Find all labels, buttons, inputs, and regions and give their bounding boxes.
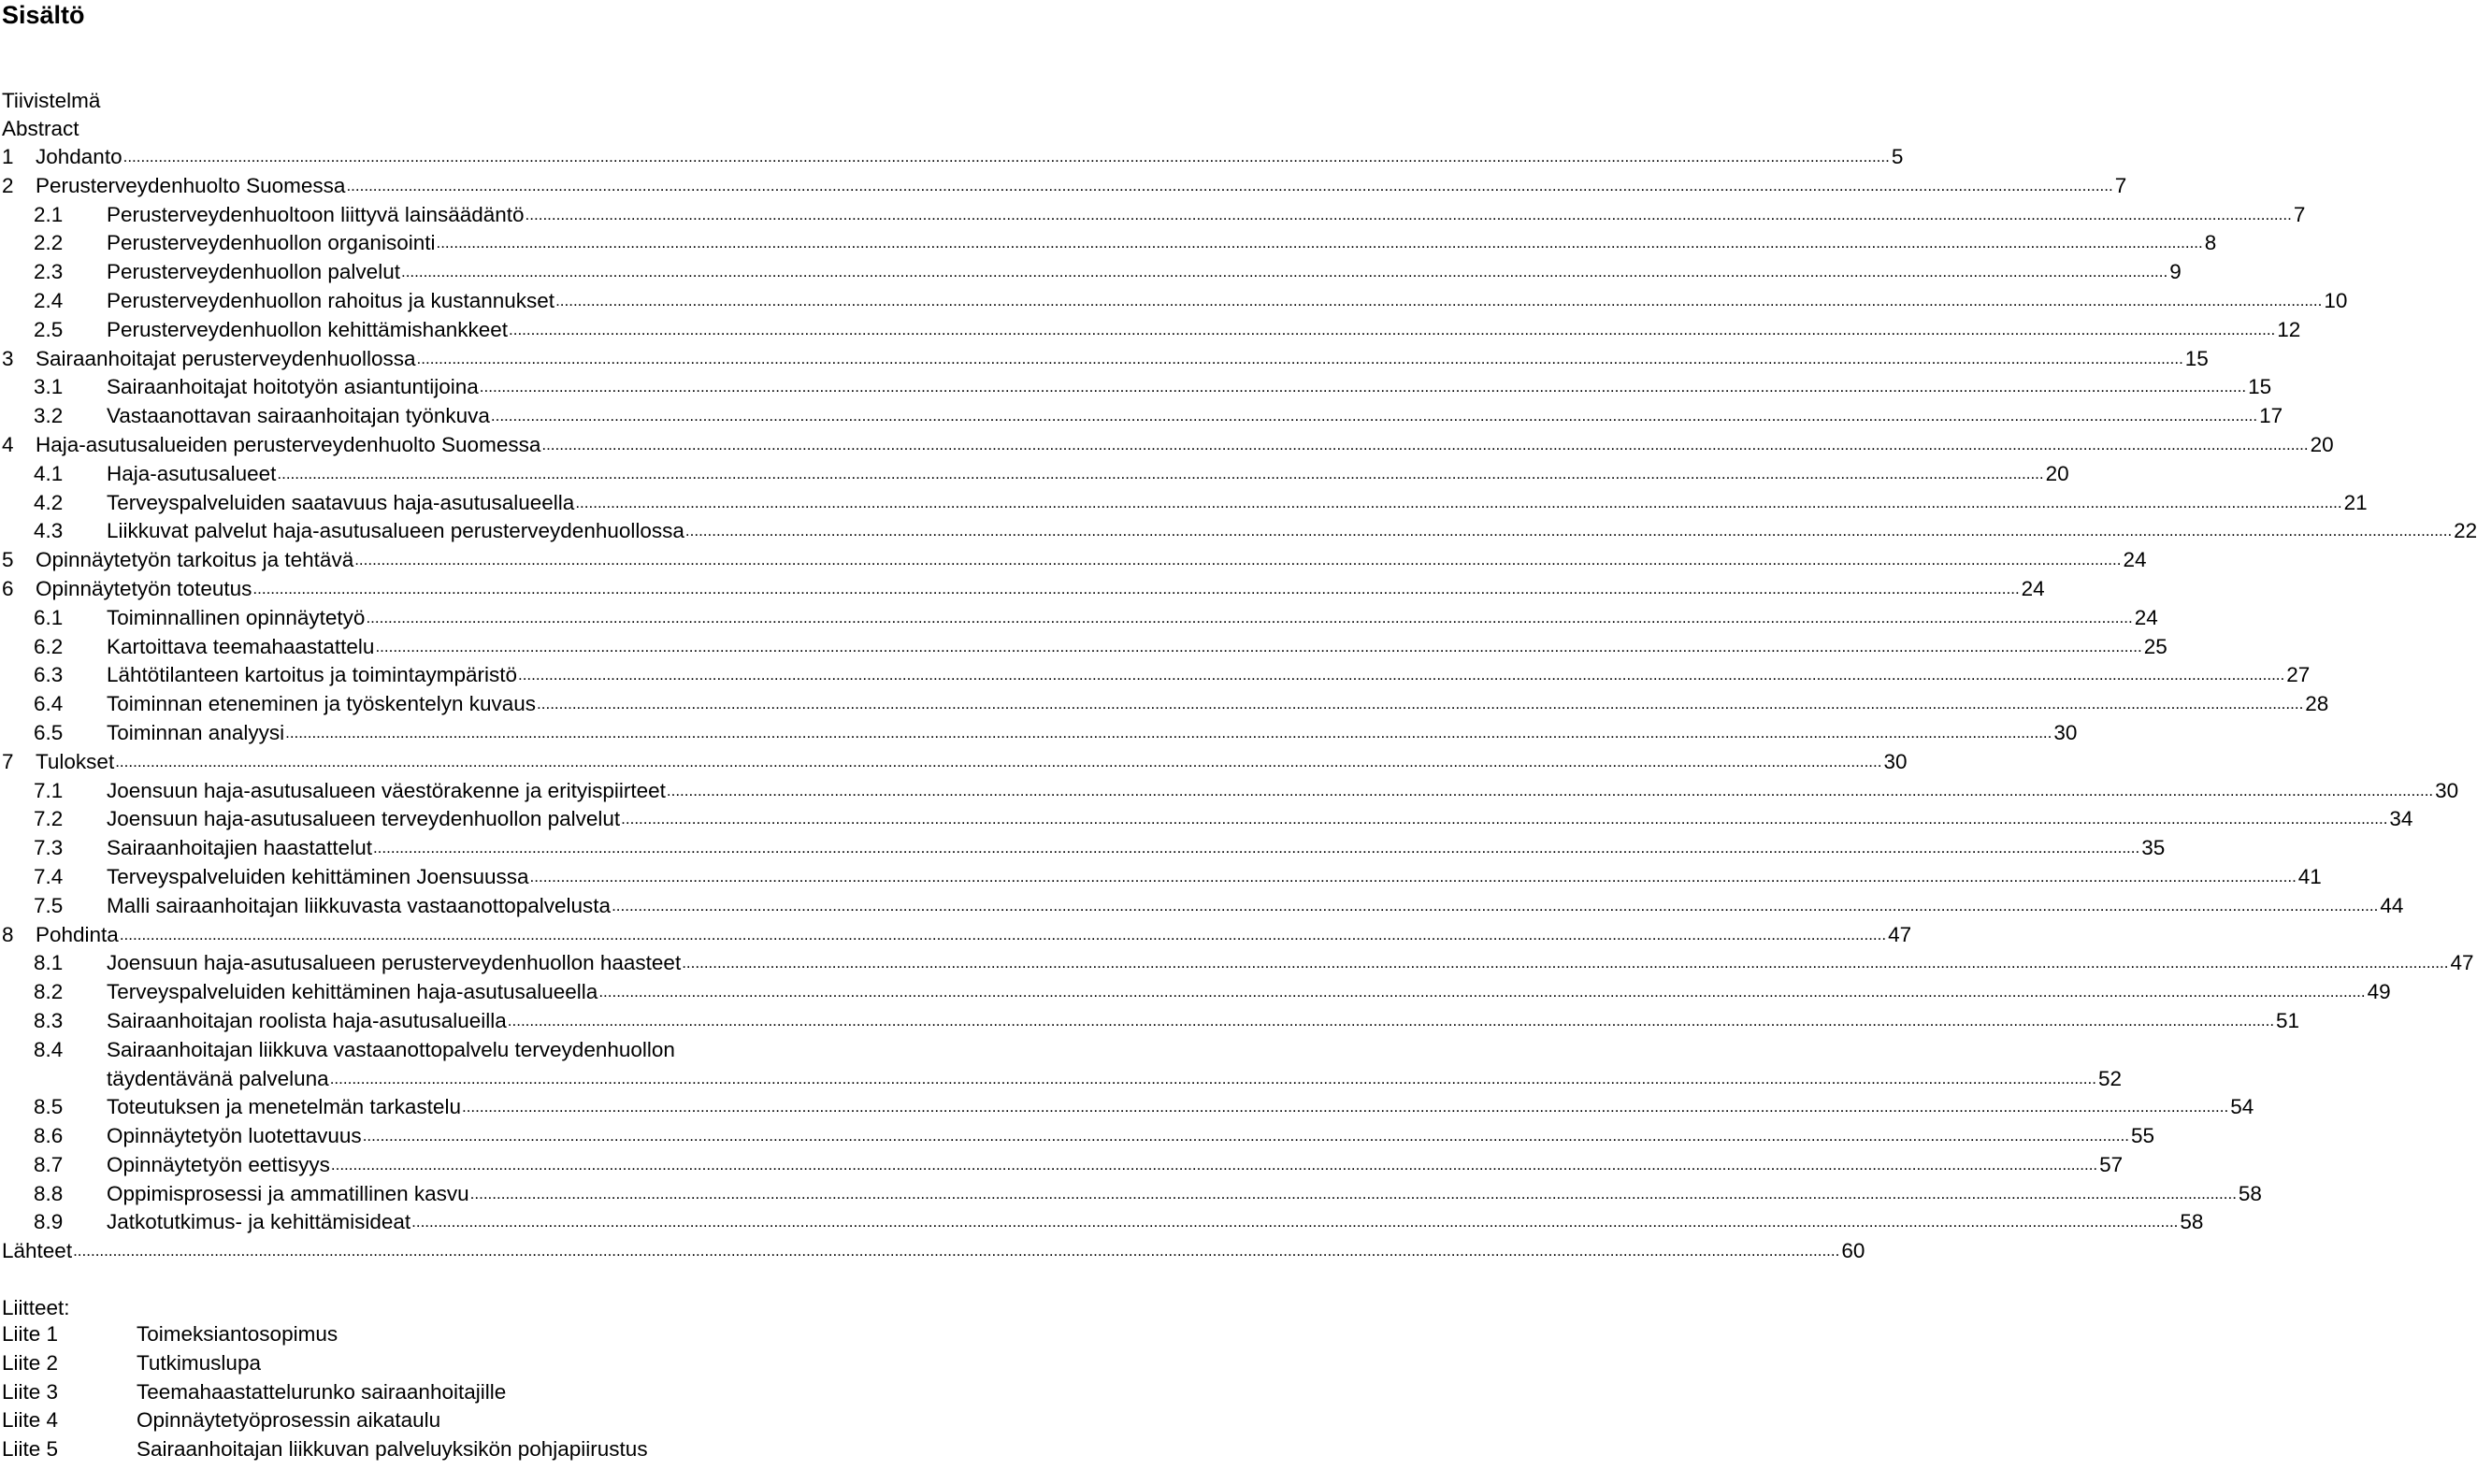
dot-leader: ................................................................................................................................................................................................................................................................................................................................................................................................................ — [252, 579, 2020, 598]
toc-entry-leader-line — [2, 1237, 1865, 1266]
appendix-title: Sairaanhoitajan liikkuvan palveluyksikön pohjapiirustus — [137, 1437, 648, 1462]
toc-entry-number: 1 — [2, 145, 14, 168]
toc-entry-page: 47 — [2448, 949, 2473, 978]
toc-entry-title: Pohdinta — [36, 921, 120, 950]
toc-entry-page: 57 — [2097, 1151, 2123, 1180]
toc-entry-number: 7 — [2, 749, 14, 773]
dot-leader: ................................................................................................................................................................................................................................................................................................................................................................................................................ — [411, 1213, 2179, 1232]
toc-entry-title: Perusterveydenhuolto Suomessa — [36, 172, 346, 201]
toc-entry-leader-line — [36, 575, 2045, 604]
toc-entry-number: 6.4 — [34, 692, 64, 716]
toc-entry-title: Lähteet — [2, 1237, 73, 1266]
toc-entry-page: 30 — [1881, 748, 1907, 777]
toc-entry[interactable] — [0, 978, 2391, 1007]
dot-leader: ................................................................................................................................................................................................................................................................................................................................................................................................................ — [372, 839, 2140, 857]
dot-leader: ................................................................................................................................................................................................................................................................................................................................................................................................................ — [285, 723, 2052, 742]
toc-entry-number: 4.3 — [34, 519, 64, 543]
dot-leader: ................................................................................................................................................................................................................................................................................................................................................................................................................ — [362, 1127, 2129, 1145]
toc-entry-page: 9 — [2167, 258, 2182, 287]
dot-leader: ................................................................................................................................................................................................................................................................................................................................................................................................................ — [517, 666, 2285, 684]
toc-entry-number: 2.2 — [34, 231, 64, 255]
toc-entry-page: 21 — [2342, 489, 2368, 518]
toc-entry-page: 5 — [1890, 143, 1904, 172]
toc-entry-page: 47 — [1886, 921, 1911, 950]
toc-entry[interactable] — [0, 1180, 2262, 1209]
dot-leader: ................................................................................................................................................................................................................................................................................................................................................................................................................ — [375, 637, 2142, 656]
toc-entry-number: 6.3 — [34, 663, 64, 687]
toc-entry-leader-line — [36, 345, 2209, 374]
dot-leader: ................................................................................................................................................................................................................................................................................................................................................................................................................ — [509, 320, 2276, 339]
toc-abstract[interactable]: Abstract — [2, 117, 79, 140]
toc-entry-title: Haja-asutusalueet — [107, 460, 277, 489]
toc-entry[interactable] — [0, 201, 2306, 230]
toc-entry-page: 8 — [2203, 229, 2217, 258]
toc-entry-leader-line — [107, 1180, 2262, 1209]
toc-entry-number: 4.2 — [34, 490, 64, 514]
toc-entry-title: Vastaanottavan sairaanhoitajan työnkuva — [107, 402, 491, 431]
toc-entry-page: 30 — [2052, 719, 2077, 748]
dot-leader: ................................................................................................................................................................................................................................................................................................................................................................................................................ — [346, 176, 2113, 195]
toc-entry[interactable] — [0, 229, 2217, 258]
toc-entry[interactable] — [0, 287, 2348, 316]
toc-entry[interactable] — [0, 1036, 885, 1065]
toc-entry-page: 20 — [2044, 460, 2069, 489]
toc-entry-leader-line — [107, 719, 2078, 748]
toc-entry-page: 58 — [2178, 1208, 2203, 1237]
toc-entry-title: Perusterveydenhuoltoon liittyvä lainsäädäntö — [107, 201, 526, 230]
toc-entry-page: 20 — [2309, 431, 2334, 460]
appendix-label: Liite 3 — [2, 1379, 59, 1404]
table-of-contents — [0, 143, 2477, 1266]
toc-entry-leader-line — [107, 258, 2182, 287]
toc-entry-title: Malli sairaanhoitajan liikkuvasta vastaanottopalvelusta — [107, 892, 612, 921]
toc-entry-leader-line — [107, 1007, 2300, 1036]
toc-entry[interactable] — [0, 402, 2283, 431]
appendix-title: Toimeksiantosopimus — [137, 1322, 338, 1346]
toc-entry[interactable] — [0, 633, 2167, 662]
toc-entry-page: 17 — [2257, 402, 2283, 431]
toc-entry-number: 6 — [2, 576, 14, 600]
toc-entry-title: täydentävänä palveluna — [107, 1065, 330, 1094]
appendix-label: Liite 5 — [2, 1437, 59, 1462]
toc-entry-leader-line — [107, 805, 2413, 834]
toc-entry[interactable] — [0, 373, 2272, 402]
toc-entry[interactable] — [0, 690, 2329, 719]
toc-tiivistelma[interactable]: Tiivistelmä — [2, 89, 101, 112]
toc-entry-page: 44 — [2378, 892, 2403, 921]
toc-entry[interactable] — [0, 345, 2209, 374]
toc-entry-page: 7 — [2292, 201, 2306, 230]
toc-entry[interactable] — [0, 748, 1908, 777]
toc-entry-title: Terveyspalveluiden saatavuus haja-asutusalueella — [107, 489, 575, 518]
toc-entry[interactable] — [0, 1007, 2300, 1036]
toc-entry-title: Opinnäytetyön eettisyys — [107, 1151, 331, 1180]
toc-entry-page: 28 — [2303, 690, 2328, 719]
toc-entry-number: 2.3 — [34, 260, 64, 284]
toc-entry-number: 8.7 — [34, 1152, 64, 1176]
toc-entry-page: 41 — [2297, 863, 2322, 892]
toc-entry-title: Perusterveydenhuollon palvelut — [107, 258, 401, 287]
toc-entry-number: 2.5 — [34, 317, 64, 341]
toc-entry-title: Joensuun haja-asutusalueen perusterveydenhuollon haasteet — [107, 949, 682, 978]
dot-leader: ................................................................................................................................................................................................................................................................................................................................................................................................................ — [329, 1069, 2096, 1088]
toc-entry[interactable] — [0, 949, 2474, 978]
toc-entry-leader-line — [107, 690, 2329, 719]
appendix-title: Opinnäytetyöprosessin aikataulu — [137, 1408, 441, 1433]
toc-entry-leader-line — [107, 460, 2069, 489]
toc-entry-leader-line — [107, 489, 2368, 518]
toc-entry-leader-line — [107, 949, 2474, 978]
toc-entry-leader-line — [36, 431, 2334, 460]
toc-entry-leader-line — [107, 978, 2391, 1007]
toc-entry[interactable] — [0, 575, 2045, 604]
toc-entry[interactable] — [0, 892, 2404, 921]
toc-entry-title: Sairaanhoitajat hoitotyön asiantuntijoina — [107, 373, 480, 402]
toc-entry-title: Sairaanhoitajan liikkuva vastaanottopalvelu terveydenhuollon — [107, 1037, 675, 1061]
toc-entry-leader-line — [36, 748, 1908, 777]
toc-entry-number: 8.1 — [34, 951, 64, 975]
dot-leader: ................................................................................................................................................................................................................................................................................................................................................................................................................ — [366, 608, 2133, 627]
toc-entry-leader-line — [107, 229, 2217, 258]
toc-entry[interactable] — [0, 1237, 1865, 1266]
toc-entry[interactable] — [0, 431, 2334, 460]
appendices-heading: Liitteet: — [2, 1296, 70, 1319]
dot-leader: ................................................................................................................................................................................................................................................................................................................................................................................................................ — [529, 867, 2297, 886]
toc-entry-page: 25 — [2142, 633, 2167, 662]
toc-entry[interactable] — [0, 489, 2368, 518]
toc-entry[interactable] — [0, 258, 2182, 287]
dot-leader: ................................................................................................................................................................................................................................................................................................................................................................................................................ — [400, 263, 2168, 281]
toc-entry-leader-line — [107, 373, 2272, 402]
appendix-label: Liite 2 — [2, 1350, 59, 1375]
toc-entry-title: Sairaanhoitajien haastattelut — [107, 834, 373, 863]
toc-entry-leader-line — [107, 1151, 2124, 1180]
toc-entry-title: Opinnäytetyön luotettavuus — [107, 1122, 363, 1151]
toc-entry-page: 24 — [2121, 546, 2146, 575]
dot-leader: ................................................................................................................................................................................................................................................................................................................................................................................................................ — [541, 435, 2309, 454]
appendix-label: Liite 1 — [2, 1322, 59, 1346]
toc-entry-title: Oppimisprosessi ja ammatillinen kasvu — [107, 1180, 470, 1209]
toc-entry-leader-line — [107, 201, 2306, 230]
toc-entry[interactable] — [0, 316, 2301, 345]
toc-entry[interactable] — [0, 172, 2127, 201]
toc-entry-title: Sairaanhoitajat perusterveydenhuollossa — [36, 345, 417, 374]
toc-entry[interactable] — [0, 1093, 2254, 1122]
toc-entry-leader-line — [107, 402, 2283, 431]
toc-entry-number: 6.5 — [34, 720, 64, 744]
dot-leader: ................................................................................................................................................................................................................................................................................................................................................................................................................ — [330, 1155, 2098, 1174]
toc-entry-title: Kartoittava teemahaastattelu — [107, 633, 375, 662]
toc-entry[interactable] — [0, 661, 2311, 690]
toc-entry-leader-line — [107, 661, 2311, 690]
toc-entry-number: 7.1 — [34, 778, 64, 802]
toc-entry-title: Joensuun haja-asutusalueen terveydenhuollon palvelut — [107, 805, 621, 834]
toc-entry-number: 6.2 — [34, 634, 64, 658]
toc-entry-leader-line — [36, 143, 1904, 172]
toc-entry-page: 49 — [2366, 978, 2391, 1007]
dot-leader: ................................................................................................................................................................................................................................................................................................................................................................................................................ — [436, 234, 2203, 252]
dot-leader: ................................................................................................................................................................................................................................................................................................................................................................................................................ — [73, 1242, 1840, 1261]
dot-leader: ................................................................................................................................................................................................................................................................................................................................................................................................................ — [666, 781, 2434, 800]
toc-entry-title: Perusterveydenhuollon organisointi — [107, 229, 436, 258]
toc-entry-title: Toiminnallinen opinnäytetyö — [107, 604, 366, 633]
toc-entry-number: 2.4 — [34, 288, 64, 312]
toc-entry-page: 24 — [2133, 604, 2158, 633]
toc-entry-number: 5 — [2, 548, 14, 572]
dot-leader: ................................................................................................................................................................................................................................................................................................................................................................................................................ — [277, 464, 2044, 483]
appendix-label: Liite 4 — [2, 1408, 59, 1433]
toc-entry[interactable] — [0, 143, 1904, 172]
toc-entry-title: Perusterveydenhuollon rahoitus ja kustannukset — [107, 287, 555, 316]
page-title: Sisältö — [2, 1, 85, 29]
toc-entry-leader-line — [107, 633, 2167, 662]
toc-entry-page: 30 — [2433, 777, 2458, 806]
dot-leader: ................................................................................................................................................................................................................................................................................................................................................................................................................ — [612, 896, 2379, 915]
toc-entry-number: 8 — [2, 922, 14, 946]
toc-entry[interactable] — [0, 546, 2147, 575]
toc-entry-number: 2.1 — [34, 202, 64, 226]
toc-entry-title: Toiminnan eteneminen ja työskentelyn kuvaus — [107, 690, 537, 719]
toc-entry-title: Johdanto — [36, 143, 123, 172]
toc-entry-number: 2 — [2, 173, 14, 197]
toc-entry-number: 8.6 — [34, 1124, 64, 1148]
toc-entry-leader-line — [107, 834, 2166, 863]
toc-entry[interactable] — [0, 1122, 2154, 1151]
toc-entry-leader-line — [107, 1093, 2254, 1122]
dot-leader: ................................................................................................................................................................................................................................................................................................................................................................................................................ — [461, 1098, 2229, 1117]
toc-entry-page: 24 — [2020, 575, 2045, 604]
toc-entry-page: 12 — [2275, 316, 2300, 345]
toc-entry[interactable] — [0, 719, 2078, 748]
toc-entry[interactable] — [0, 834, 2166, 863]
toc-entry-title: Toteutuksen ja menetelmän tarkastelu — [107, 1093, 462, 1122]
toc-entry-page: 34 — [2387, 805, 2412, 834]
toc-entry[interactable] — [0, 517, 2477, 546]
dot-leader: ................................................................................................................................................................................................................................................................................................................................................................................................................ — [115, 752, 1882, 771]
toc-entry-number: 3.1 — [34, 375, 64, 399]
toc-entry-number: 8.3 — [34, 1008, 64, 1032]
toc-entry[interactable] — [0, 1151, 2124, 1180]
toc-entry[interactable] — [0, 863, 2322, 892]
toc-entry-leader-line — [107, 777, 2459, 806]
toc-entry-page: 58 — [2237, 1180, 2262, 1209]
toc-entry-leader-line — [36, 546, 2147, 575]
dot-leader: ................................................................................................................................................................................................................................................................................................................................................................................................................ — [575, 493, 2342, 511]
toc-entry-number: 8.9 — [34, 1210, 64, 1234]
toc-entry-page: 55 — [2129, 1122, 2154, 1151]
toc-entry-page: 10 — [2322, 287, 2347, 316]
toc-entry-title: Opinnäytetyön toteutus — [36, 575, 252, 604]
toc-entry-number: 7.5 — [34, 893, 64, 917]
toc-entry-number: 8.2 — [34, 980, 64, 1004]
dot-leader: ................................................................................................................................................................................................................................................................................................................................................................................................................ — [122, 148, 1890, 166]
toc-entry[interactable] — [0, 460, 2069, 489]
toc-entry-leader-line — [107, 892, 2404, 921]
dot-leader: ................................................................................................................................................................................................................................................................................................................................................................................................................ — [354, 551, 2122, 569]
toc-entry-number: 7.2 — [34, 807, 64, 831]
dot-leader: ................................................................................................................................................................................................................................................................................................................................................................................................................ — [479, 378, 2247, 396]
toc-entry-leader-line — [36, 172, 2127, 201]
dot-leader: ................................................................................................................................................................................................................................................................................................................................................................................................................ — [537, 695, 2304, 713]
toc-entry-title: Opinnäytetyön tarkoitus ja tehtävä — [36, 546, 354, 575]
toc-entry-title: Toiminnan analyysi — [107, 719, 285, 748]
dot-leader: ................................................................................................................................................................................................................................................................................................................................................................................................................ — [682, 954, 2449, 973]
appendix-title: Tutkimuslupa — [137, 1350, 261, 1375]
toc-entry-page: 15 — [2183, 345, 2209, 374]
toc-entry-title: Joensuun haja-asutusalueen väestörakenne ja erityispiirteet — [107, 777, 667, 806]
toc-entry[interactable] — [0, 1208, 2204, 1237]
dot-leader: ................................................................................................................................................................................................................................................................................................................................................................................................................ — [416, 349, 2183, 367]
toc-entry-page: 35 — [2139, 834, 2165, 863]
dot-leader: ................................................................................................................................................................................................................................................................................................................................................................................................................ — [555, 291, 2323, 310]
toc-entry-number: 6.1 — [34, 605, 64, 629]
toc-entry-title: Liikkuvat palvelut haja-asutusalueen perusterveydenhuollossa — [107, 517, 685, 546]
appendix-title: Teemahaastattelurunko sairaanhoitajille — [137, 1379, 507, 1404]
toc-entry-number: 4 — [2, 432, 14, 456]
toc-entry-page: 51 — [2274, 1007, 2299, 1036]
toc-entry-number: 8.5 — [34, 1095, 64, 1119]
toc-entry-leader-line — [107, 1122, 2154, 1151]
dot-leader: ................................................................................................................................................................................................................................................................................................................................................................................................................ — [684, 522, 2453, 540]
toc-entry-page: 27 — [2284, 661, 2310, 690]
toc-entry-number: 4.1 — [34, 461, 64, 485]
toc-entry-number: 8.4 — [34, 1037, 64, 1061]
toc-entry-title: Haja-asutusalueiden perusterveydenhuolto Suomessa — [36, 431, 541, 460]
toc-entry[interactable] — [0, 777, 2459, 806]
dot-leader: ................................................................................................................................................................................................................................................................................................................................................................................................................ — [490, 407, 2258, 425]
toc-entry-leader-line — [107, 604, 2158, 633]
toc-entry-title: Tulokset — [36, 748, 115, 777]
toc-entry-page: 60 — [1839, 1237, 1865, 1266]
dot-leader: ................................................................................................................................................................................................................................................................................................................................................................................................................ — [507, 1011, 2275, 1030]
toc-entry-number: 7.4 — [34, 864, 64, 888]
toc-entry-page: 15 — [2246, 373, 2271, 402]
toc-entry-number: 3.2 — [34, 404, 64, 428]
toc-entry[interactable] — [0, 805, 2413, 834]
dot-leader: ................................................................................................................................................................................................................................................................................................................................................................................................................ — [119, 925, 1887, 944]
toc-entry-leader-line — [107, 287, 2348, 316]
toc-entry-title: Jatkotutkimus- ja kehittämisideat — [107, 1208, 411, 1237]
toc-entry-title: Perusterveydenhuollon kehittämishankkeet — [107, 316, 509, 345]
dot-leader: ................................................................................................................................................................................................................................................................................................................................................................................................................ — [598, 983, 2366, 1001]
toc-entry-leader-line — [107, 863, 2322, 892]
toc-entry-title: Terveyspalveluiden kehittäminen haja-asutusalueella — [107, 978, 598, 1007]
toc-entry-page: 7 — [2113, 172, 2127, 201]
dot-leader: ................................................................................................................................................................................................................................................................................................................................................................................................................ — [469, 1184, 2237, 1203]
toc-entry-title: Terveyspalveluiden kehittäminen Joensuussa — [107, 863, 530, 892]
toc-entry-leader-line — [36, 921, 1912, 950]
toc-entry-page: 52 — [2096, 1065, 2122, 1094]
toc-entry-number: 7.3 — [34, 836, 64, 860]
toc-entry-title: Sairaanhoitajan roolista haja-asutusalueilla — [107, 1007, 508, 1036]
toc-entry-page: 54 — [2228, 1093, 2254, 1122]
toc-entry-leader-line — [107, 316, 2301, 345]
toc-entry-number: 3 — [2, 346, 14, 370]
toc-entry-leader-line — [107, 517, 2477, 546]
toc-entry-leader-line — [107, 1065, 2122, 1094]
toc-entry[interactable] — [0, 921, 1912, 950]
toc-entry-continuation[interactable] — [0, 1065, 2122, 1094]
toc-entry-page: 22 — [2452, 517, 2477, 546]
toc-entry-leader-line — [107, 1208, 2204, 1237]
toc-entry-number: 8.8 — [34, 1181, 64, 1205]
dot-leader: ................................................................................................................................................................................................................................................................................................................................................................................................................ — [525, 205, 2292, 223]
toc-entry-title: Lähtötilanteen kartoitus ja toimintaympäristö — [107, 661, 518, 690]
toc-entry[interactable] — [0, 604, 2158, 633]
dot-leader: ................................................................................................................................................................................................................................................................................................................................................................................................................ — [621, 810, 2388, 828]
